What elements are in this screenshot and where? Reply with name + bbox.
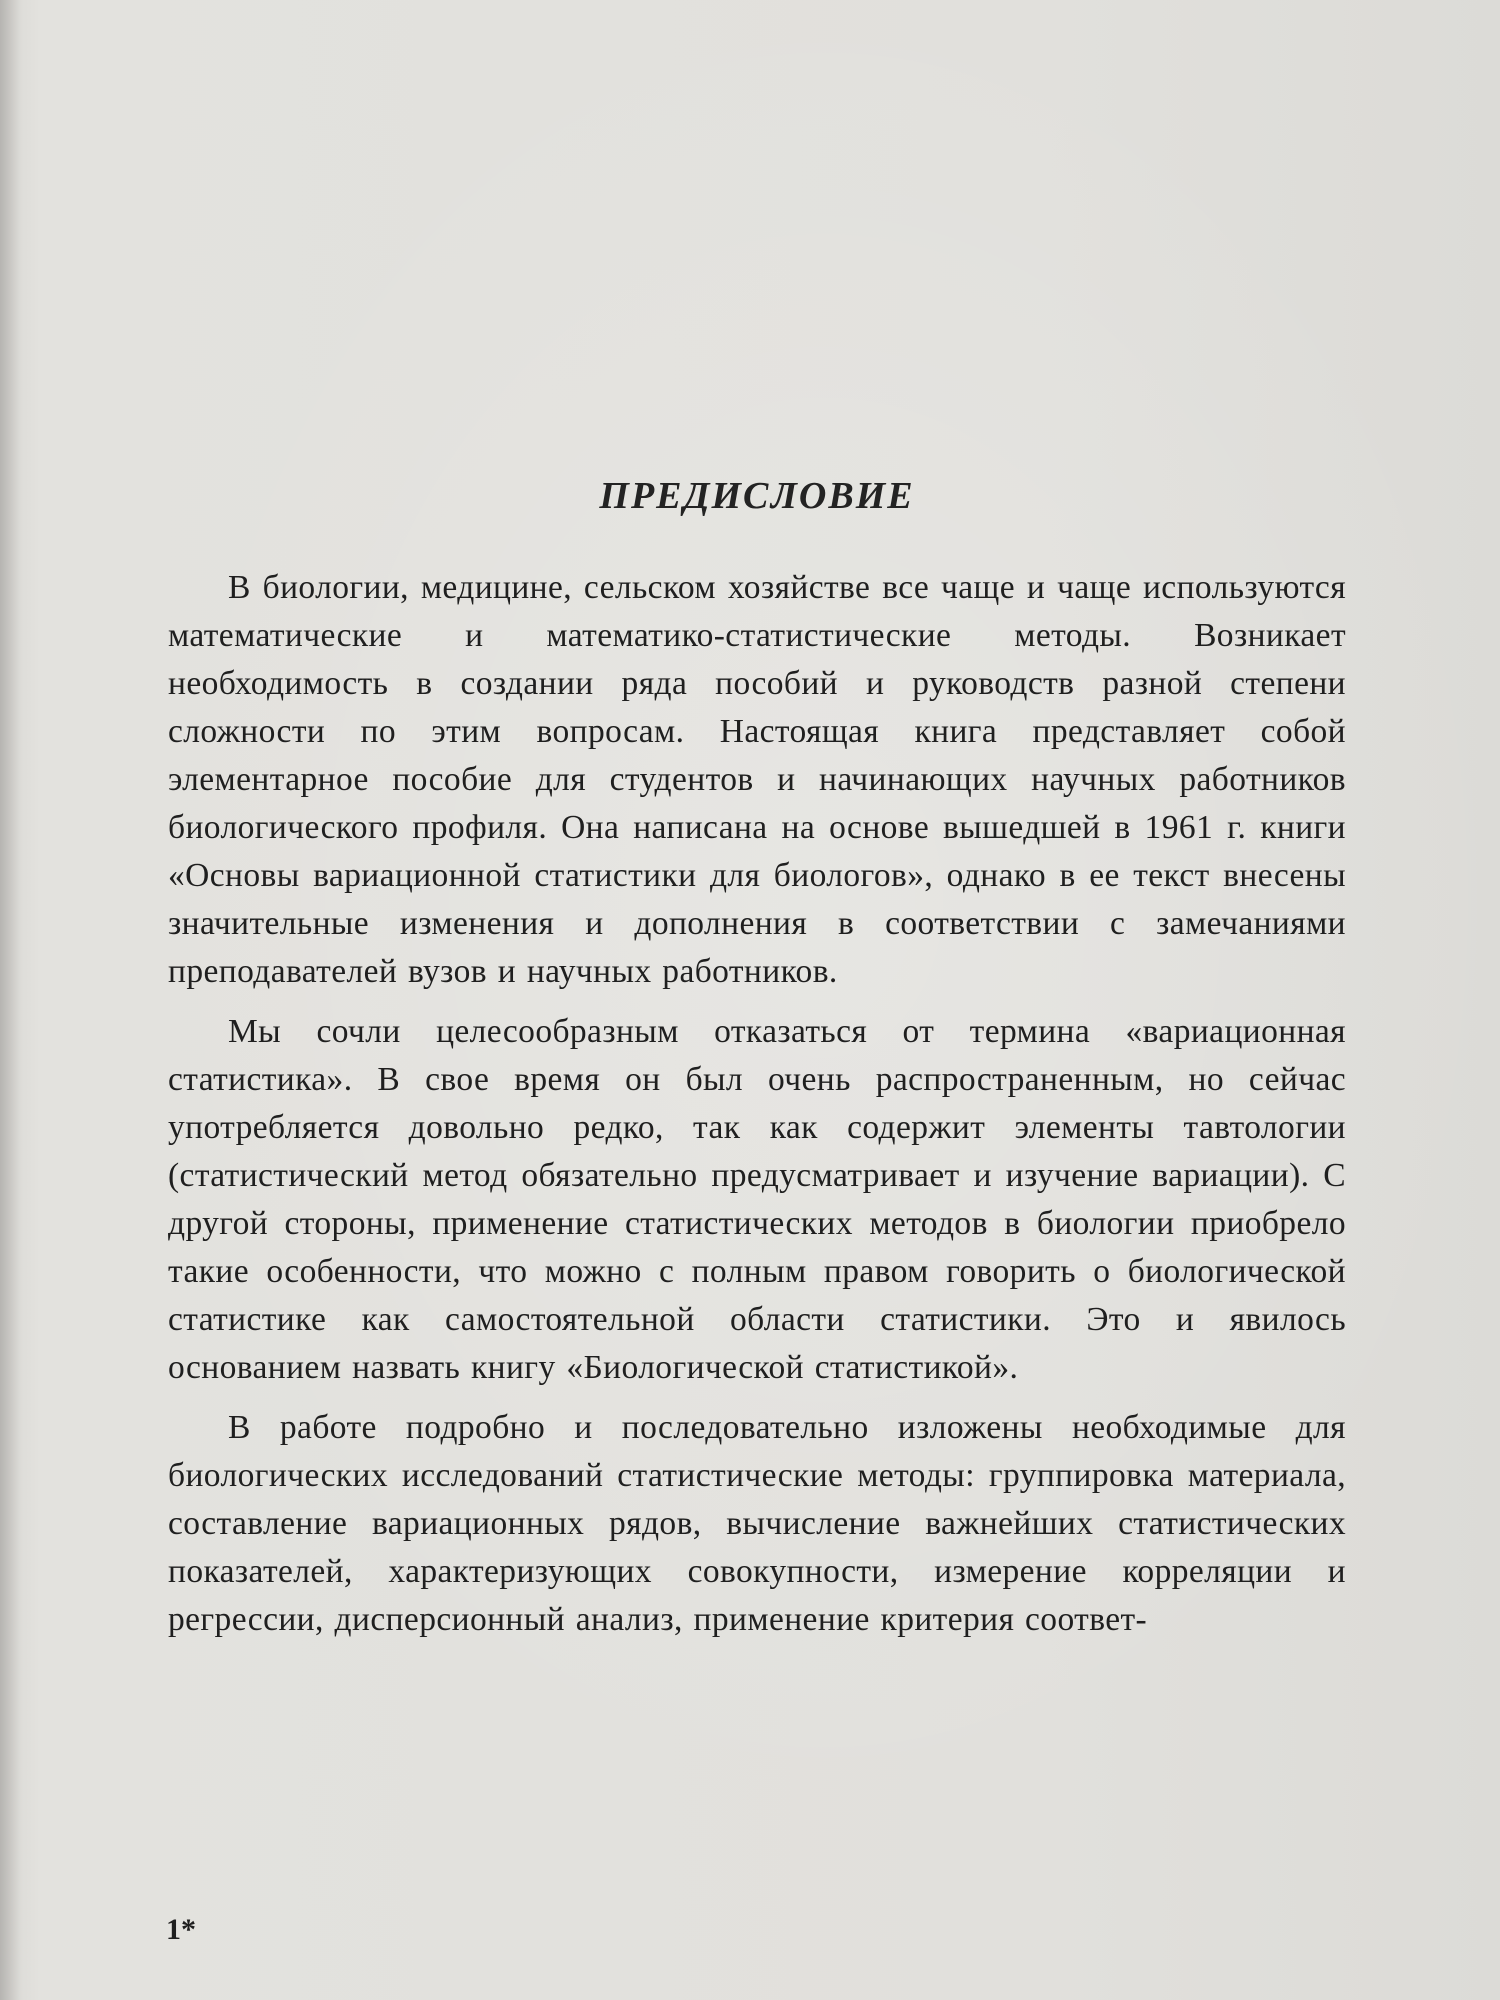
signature-mark: 1* (166, 1913, 196, 1946)
paragraph-3: В работе подробно и последовательно изложены необходимые для биологических исследований статистические методы: группировка материала, составление вариационных рядов, вычисление важнейших статистических показателей, характеризующих совокупности, измерение корреляции и регрессии, дисперсионный анализ, применение критерия соответ- (168, 1409, 1346, 1638)
paragraph-1: В биологии, медицине, сельском хозяйстве все чаще и чаще используются математические и математико-статистические методы. Возникает необходимость в создании ряда пособий и руководств разной степени сложности по этим вопросам. Настоящая книга представляет собой элементарное пособие для студентов и начинающих научных работников биологического профиля. Она написана на основе вышедшей в 1961 г. книги «Основы вариационной статистики для биологов», однако в ее текст внесены значительные изменения и дополнения в соответствии с замечаниями преподавателей вузов и научных работников. (168, 569, 1346, 990)
page-gutter-shadow (0, 0, 22, 2000)
body-text (168, 564, 1346, 1656)
page-title: ПРЕДИСЛОВИЕ (599, 475, 915, 517)
paragraph-2: Мы сочли целесообразным отказаться от термина «вариационная статистика». В свое время он был очень распространенным, но сейчас употребляется довольно редко, так как содержит элементы тавтологии (статистический метод обязательно предусматривает и изучение вариации). С другой стороны, применение статистических методов в биологии приобрело такие особенности, что можно с полным правом говорить о биологической статистике как самостоятельной области статистики. Это и явилось основанием назвать книгу «Биологической статистикой». (168, 1013, 1346, 1386)
